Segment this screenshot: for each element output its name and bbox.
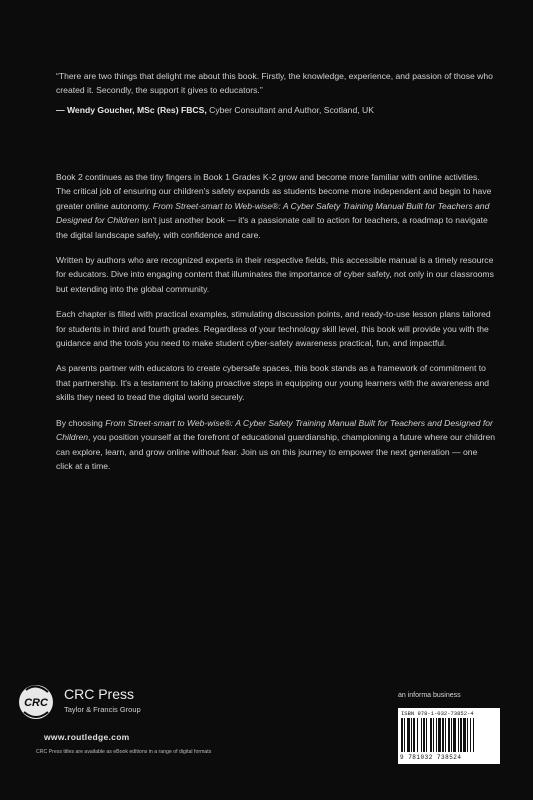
barcode-bar	[404, 718, 405, 752]
isbn-label: ISBN 978-1-032-73852-4	[401, 710, 474, 717]
publisher-url[interactable]: www.routledge.com	[44, 732, 130, 742]
quote-author-role: Cyber Consultant and Author, Scotland, UK	[209, 105, 374, 116]
barcode-bar	[436, 718, 437, 752]
publisher-group: Taylor & Francis Group	[64, 705, 141, 714]
barcode-bar	[438, 718, 441, 752]
book-title: From Street-smart to Web-wise®: A Cyber Safety Training Manual Built for Teachers and Designed for Children	[56, 417, 493, 443]
barcode-bar	[411, 718, 412, 752]
barcode-bar	[463, 718, 466, 752]
quote-attribution	[56, 105, 496, 115]
barcode-bar	[421, 718, 422, 752]
barcode-bar	[451, 718, 452, 752]
ebook-notice: CRC Press titles are available as eBook editions in a range of digital formats	[36, 749, 212, 755]
barcode-bar	[458, 718, 459, 752]
description-paragraph: Book 2 continues as the tiny fingers in Book 1 Grades K-2 grow and become more familiar with online activities. The critical job of ensuring our children's safety expands as students become more independent and begin to have greater online autonomy. From Street-smart to Web-wise®: A Cyber Safety Training Manual Built for Teachers and Designed for Children isn't just another book — it's a passionate call to action for teachers, a roadmap to navigate the digital landscape safely, with confidence and care.	[56, 172, 492, 240]
barcode-bar	[401, 718, 403, 752]
barcode-bar	[430, 718, 432, 752]
informa-label: an informa business	[398, 692, 461, 699]
book-title: From Street-smart to Web-wise®: A Cyber Safety Training Manual Built for Teachers and Designed for Children	[56, 200, 490, 226]
barcode-bar	[413, 718, 415, 752]
barcode-bar	[445, 718, 446, 752]
barcode-bar	[423, 718, 425, 752]
isbn-barcode	[398, 708, 500, 764]
publisher-name: CRC Press	[64, 686, 135, 702]
description-paragraph: By choosing From Street-smart to Web-wise®: A Cyber Safety Training Manual Built for Teachers and Designed for Children, you position yourself at the forefront of educational guardianship, championing a future where our children can explore, learn, and grow online without fear. Join us on this journey to empower the next generation — one click at a time.	[56, 417, 496, 471]
barcode-bar	[460, 718, 462, 752]
barcode-bar	[448, 718, 450, 752]
description-paragraph: As parents partner with educators to create cybersafe spaces, this book stands as a framework of commitment to that partnership. It's a testament to taking proactive steps in equipping our young learners with the awareness and skills they need to tread the digital world securely.	[56, 363, 490, 403]
barcode-bar	[442, 718, 444, 752]
barcode-bar	[473, 718, 474, 752]
description-paragraph: Written by authors who are recognized experts in their respective fields, this accessible manual is a timely resource for educators. Dive into engaging content that illuminates the importance of cyber safety, not only in our classrooms but extending into the global community.	[56, 255, 494, 294]
barcode-bar	[470, 718, 471, 752]
crc-logo-text: CRC	[24, 697, 48, 709]
barcode-bar	[433, 718, 434, 752]
barcode-bar	[407, 718, 410, 752]
barcode-bar	[467, 718, 468, 752]
barcode-bar	[453, 718, 456, 752]
quote-text: “There are two things that delight me about this book. Firstly, the knowledge, experience, and passion of those who created it. Secondly, the support it gives to educators.”	[56, 71, 493, 95]
isbn-digits: 9 781032 738524	[400, 754, 462, 761]
barcode-bar	[417, 718, 418, 752]
book-description	[56, 170, 496, 484]
endorsement-quote	[56, 70, 496, 115]
description-paragraph: Each chapter is filled with practical examples, stimulating discussion points, and ready-to-use lesson plans tailored for students in third and fourth grades. Regardless of your technology skill level, this book will provide you with the guidance and the tools you need to make student cyber-safety awareness practical, fun, and impactful.	[56, 309, 491, 349]
quote-author: — Wendy Goucher, MSc (Res) FBCS,	[56, 105, 207, 116]
crc-logo-icon	[18, 684, 54, 720]
barcode-bar	[426, 718, 427, 752]
barcode-bars	[401, 718, 497, 752]
